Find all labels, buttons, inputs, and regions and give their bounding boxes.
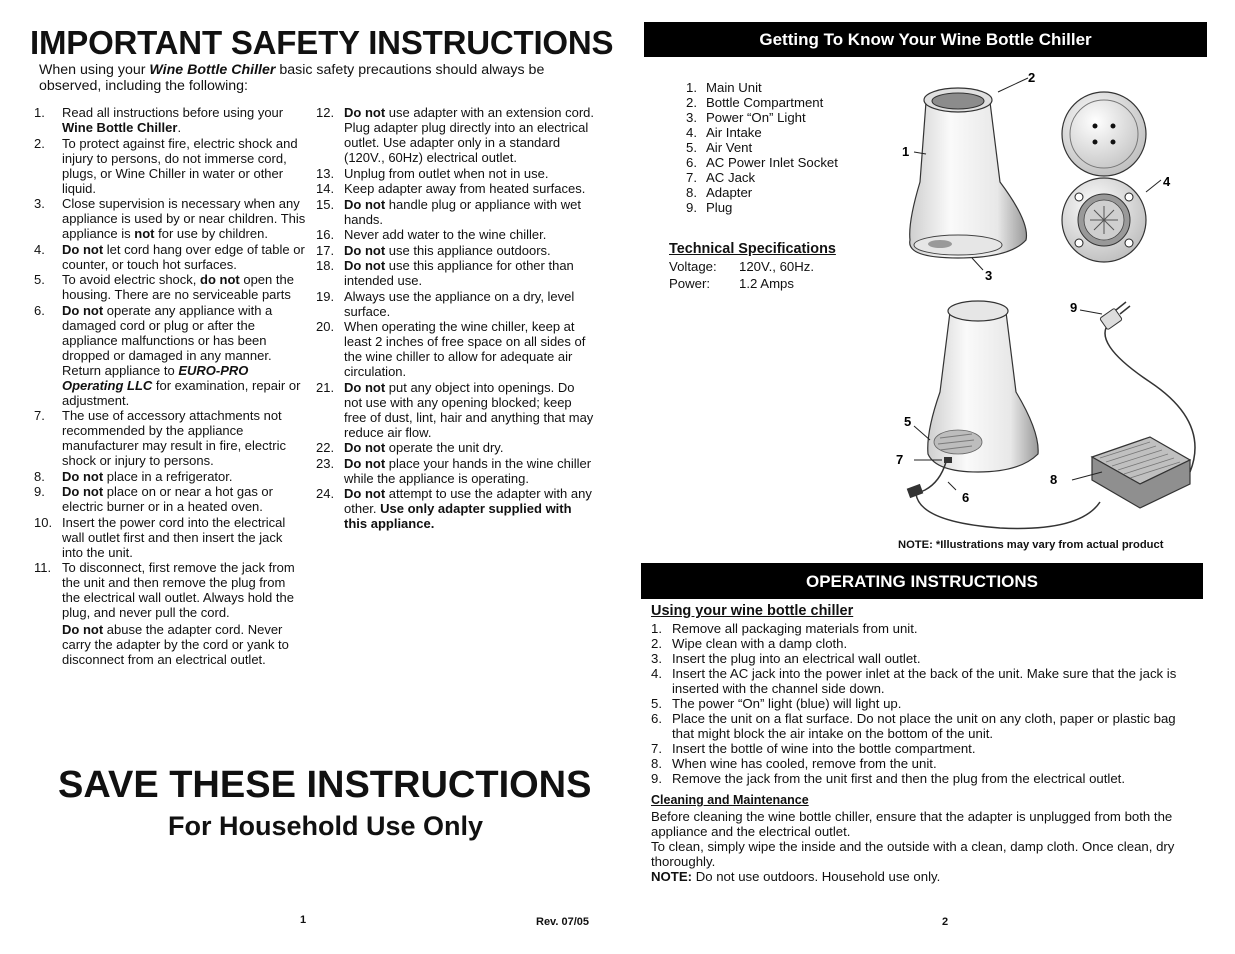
list-item: 9. Remove the jack from the unit first and then the plug from the electrical outlet. — [651, 771, 1125, 786]
list-item: 14. Keep adapter away from heated surfaces. — [316, 181, 586, 196]
list-item: 3. Insert the plug into an electrical wall outlet. — [651, 651, 921, 666]
page-number-1: 1 — [300, 914, 307, 926]
operating-steps — [651, 621, 1191, 786]
list-item: 23. Do not place your hands in the wine chiller while the appliance is operating. — [316, 455, 592, 486]
list-item: 7. AC Jack — [686, 170, 756, 185]
list-item: 3. Close supervision is necessary when any appliance is used by or near children. This appliance is not for use by children. — [34, 196, 306, 241]
list-item: 6. Do not operate any appliance with a damaged cord or plug or after the appliance malfunctions or has been dropped or damaged in any manner. Return appliance to EURO-PRO Operating LLC for examination, repair or adjustment. — [34, 302, 301, 408]
callout-6: 6 — [962, 490, 970, 505]
product-illustration — [880, 62, 1210, 538]
list-item: 2. To protect against fire, electric shock and injury to persons, do not immerse cord, plugs, or Wine Chiller in water or other liquid. — [34, 135, 298, 196]
list-item: 19. Always use the appliance on a dry, level surface. — [316, 288, 575, 319]
list-item: 3. Power “On” Light — [686, 110, 806, 125]
list-item: 18. Do not use this appliance for other than intended use. — [316, 258, 574, 288]
list-item: 8. Adapter — [686, 185, 753, 200]
callout-9: 9 — [1070, 300, 1078, 315]
illustration-note: NOTE: *Illustrations may vary from actual product — [898, 539, 1164, 551]
using-heading: Using your wine bottle chiller — [651, 603, 854, 619]
list-item: 7. The use of accessory attachments not recommended by the appliance manufacturer may result in fire, electric shock or injury to persons. — [34, 408, 286, 468]
bottle-compartment-drawing — [1062, 92, 1146, 176]
product-name: Wine Bottle Chiller — [149, 62, 276, 78]
callout-4: 4 — [1163, 174, 1171, 189]
list-item: 15. Do not handle plug or appliance with wet hands. — [316, 196, 582, 227]
safety-list-column-2 — [316, 105, 596, 532]
list-item: 24. Do not attempt to use the adapter with any other. Use only adapter supplied with this appliance. — [316, 486, 592, 531]
list-item: 16. Never add water to the wine chiller. — [316, 227, 547, 242]
list-item: 12. Do not use adapter with an extension cord. Plug adapter plug directly into an electrical outlet. Use adapter only in a standard (120V., 60Hz) electrical outlet. — [316, 105, 595, 165]
parts-list — [684, 80, 838, 215]
list-item: 20. When operating the wine chiller, keep at least 2 inches of free space on all sides of the wine chiller to allow for adequate air circulation. — [316, 319, 586, 379]
list-item: 5. Air Vent — [686, 140, 753, 155]
list-item: 4. Air Intake — [686, 125, 762, 140]
list-item: 6. Place the unit on a flat surface. Do not place the unit on any cloth, paper or plastic bag that might block the air intake on the bottom of the unit. — [651, 711, 1176, 741]
unit-with-adapter-drawing — [907, 301, 1195, 528]
callout-2: 2 — [1028, 70, 1036, 85]
spec-power: Power: 1.2 Amps — [669, 276, 794, 291]
list-item: 1. Main Unit — [686, 80, 762, 95]
main-unit-drawing — [910, 88, 1027, 258]
cleaning-heading: Cleaning and Maintenance — [651, 793, 809, 807]
list-item: 2. Bottle Compartment — [686, 95, 824, 110]
operating-instructions-header: OPERATING INSTRUCTIONS — [641, 563, 1203, 599]
list-item: 5. The power “On” light (blue) will light up. — [651, 696, 902, 711]
list-item: 5. To avoid electric shock, do not open the housing. There are no serviceable parts — [34, 272, 294, 302]
cleaning-paragraph-2: To clean, simply wipe the inside and the outside with a clean, damp cloth. Once clean, dry thoroughly. — [651, 839, 1175, 869]
getting-to-know-header: Getting To Know Your Wine Bottle Chiller — [644, 22, 1207, 57]
list-item: 6. AC Power Inlet Socket — [686, 155, 838, 170]
page-number-2: 2 — [942, 916, 949, 928]
list-item: 2. Wipe clean with a damp cloth. — [651, 636, 848, 651]
list-item: 1. Read all instructions before using your Wine Bottle Chiller. — [34, 105, 284, 135]
list-item: 4. Do not let cord hang over edge of table or counter, or touch hot surfaces. — [34, 241, 305, 272]
list-item: 8. When wine has cooled, remove from the unit. — [651, 756, 937, 771]
page-title: IMPORTANT SAFETY INSTRUCTIONS — [30, 24, 614, 61]
tech-specs-heading: Technical Specifications — [669, 241, 836, 257]
cleaning-note: NOTE: Do not use outdoors. Household use only. — [651, 869, 941, 884]
list-item: 11. To disconnect, first remove the jack from the unit and then remove the plug from the electrical wall outlet. Always hold the plug, and never pull the cord. Do not abuse the adapter cord. Never carry the adapter by the cord or yank to disconnect from an electrical outlet. — [34, 560, 295, 667]
list-item: 10. Insert the power cord into the electrical wall outlet first and then insert the jack into the unit. — [34, 514, 286, 560]
callout-8: 8 — [1050, 472, 1058, 487]
cleaning-text — [651, 809, 1196, 884]
list-item: 22. Do not operate the unit dry. — [316, 440, 504, 455]
list-item: 7. Insert the bottle of wine into the bottle compartment. — [651, 741, 976, 756]
list-item: 9. Plug — [686, 200, 733, 215]
list-item: 9. Do not place on or near a hot gas or electric burner or in a heated oven. — [34, 484, 273, 514]
save-instructions-heading: SAVE THESE INSTRUCTIONS — [58, 764, 592, 806]
list-item: 13. Unplug from outlet when not in use. — [316, 165, 549, 181]
list-item: 17. Do not use this appliance outdoors. — [316, 242, 551, 258]
revision-label: Rev. 07/05 — [536, 916, 590, 928]
callout-3: 3 — [985, 268, 993, 283]
list-item: 1. Remove all packaging materials from unit. — [651, 621, 918, 636]
household-use-heading: For Household Use Only — [168, 811, 484, 841]
spec-voltage: Voltage: 120V., 60Hz. — [669, 259, 815, 274]
safety-list-column-1 — [34, 105, 306, 668]
intro-text: When using your Wine Bottle Chiller basic safety precautions should always be observed, including the following: — [39, 62, 545, 94]
list-item: 21. Do not put any object into openings. Do not use with any opening blocked; keep free of dust, lint, hair and anything that may reduce air flow. — [316, 379, 594, 440]
callout-7: 7 — [896, 452, 904, 467]
air-intake-drawing — [1062, 178, 1146, 262]
cleaning-paragraph-1: Before cleaning the wine bottle chiller, ensure that the adapter is unplugged from both the appliance and the electrical outlet. — [651, 809, 1173, 839]
callout-5: 5 — [904, 414, 912, 429]
list-item: 4. Insert the AC jack into the power inlet at the back of the unit. Make sure that the jack is inserted with the channel side down. — [651, 666, 1177, 696]
list-item: 8. Do not place in a refrigerator. — [34, 468, 233, 484]
callout-1: 1 — [902, 144, 910, 159]
